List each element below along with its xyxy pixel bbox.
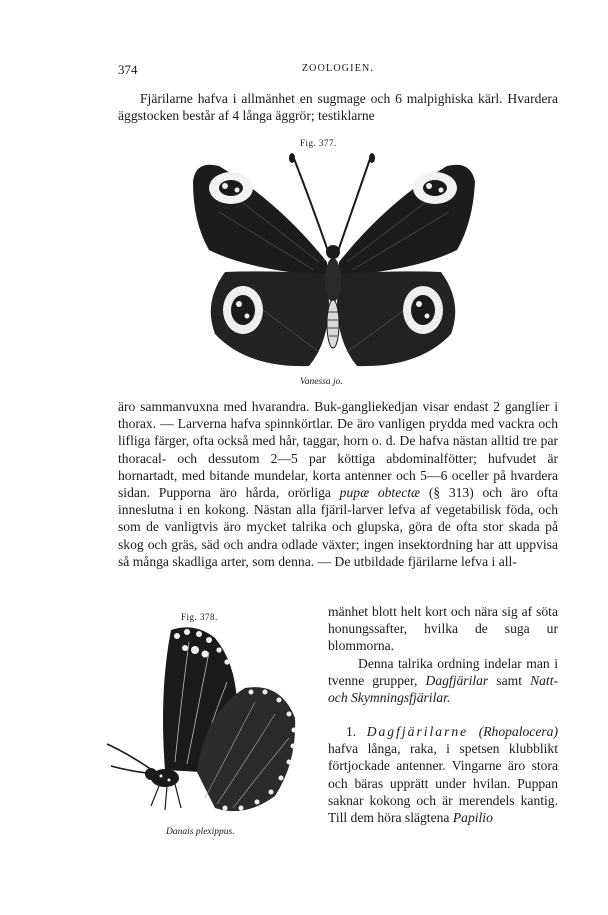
section-number: 1. [346,724,357,739]
paragraph-rhopalocera-text: hafva långa, raka, i spetsen klubblikt förtjockade antenner. Vingarne äro stora och bäras upprätt under hvilan. Puppan saknar kokong och är merendels kantig. Till dem höra slägtena [328,741,558,826]
running-head: ZOOLOGIEN. [301,63,375,74]
paragraph-groups-text-2: samt [496,673,522,689]
paragraph-groups-text-1: Denna talrika ordning indelar man i tvenne grupper, [328,656,558,689]
paragraph-intro: Fjärilarne hafva i allmänhet en sugmage och 6 malpighiska kärl. Hvardera äggstocken består af 4 långa äggrör; testiklarne [118,91,558,124]
term-dagfjarilar: Dagfjärilar [425,673,489,689]
paragraph-larvae-text-1: äro sammanvuxna med hvarandra. Buk-gangliekedjan visar endast 2 ganglier i thorax. — Larverna hafva spinnkörtlar. De äro vanligen prydda med vackra och lifliga färger, ofta också med hår, taggar, horn o. d. De hafva nästan alltid tre par thoracal- och dessutom 2—5 par köttiga abdominalfötter; hufvudet är hornartadt, med bitande mundelar, korta antenner och 5—6 oceller på hvardera sidan. Pupporna äro hårda, orörliga [118,399,558,501]
figure-378-label: Fig. 378. [181,612,218,622]
figure-377-label: Fig. 377. [300,138,337,148]
paragraph-larvae [118,398,558,570]
paragraph-rhopalocera [328,723,558,826]
term-natt-skymningsfjarilar: Natt- och Skymningsfjärilar. [328,673,559,706]
figure-377-butterfly-illustration [189,152,479,372]
paragraph-larvae-text-2: (§ 313) och äro ofta inneslutna i en kokong. Nästan alla fjäril-larver lefva af vegetabilisk föda, och som de vanligtvis äro mycket talrika och glupska, göra de ofta stor skada på skog och gräs, säd och andra odlade växter; ingen insektordning har att uppvisa så många skadliga arter, som denna. — De utbildade fjärilarne lefva i all- [118,485,558,569]
term-papilio: Papilio [452,810,493,826]
figure-378-caption: Danais plexippus. [166,827,235,837]
figure-378-butterfly-illustration [105,622,300,822]
page-number: 374 [118,62,138,77]
paragraph-groups [328,655,558,707]
page-header [118,62,558,78]
figure-377-caption: Vanessa jo. [300,377,343,387]
term-dagfjarilarne: Dagfjärilarne [366,724,469,739]
term-pupae-obtectae: pupæ obtectæ [339,485,421,501]
term-rhopalocera: (Rhopalocera) [478,724,558,739]
paragraph-adult-feeding: mänhet blott helt kort och nära sig af söta honungssafter, hvilka de suga ur blommorna. [328,604,558,654]
